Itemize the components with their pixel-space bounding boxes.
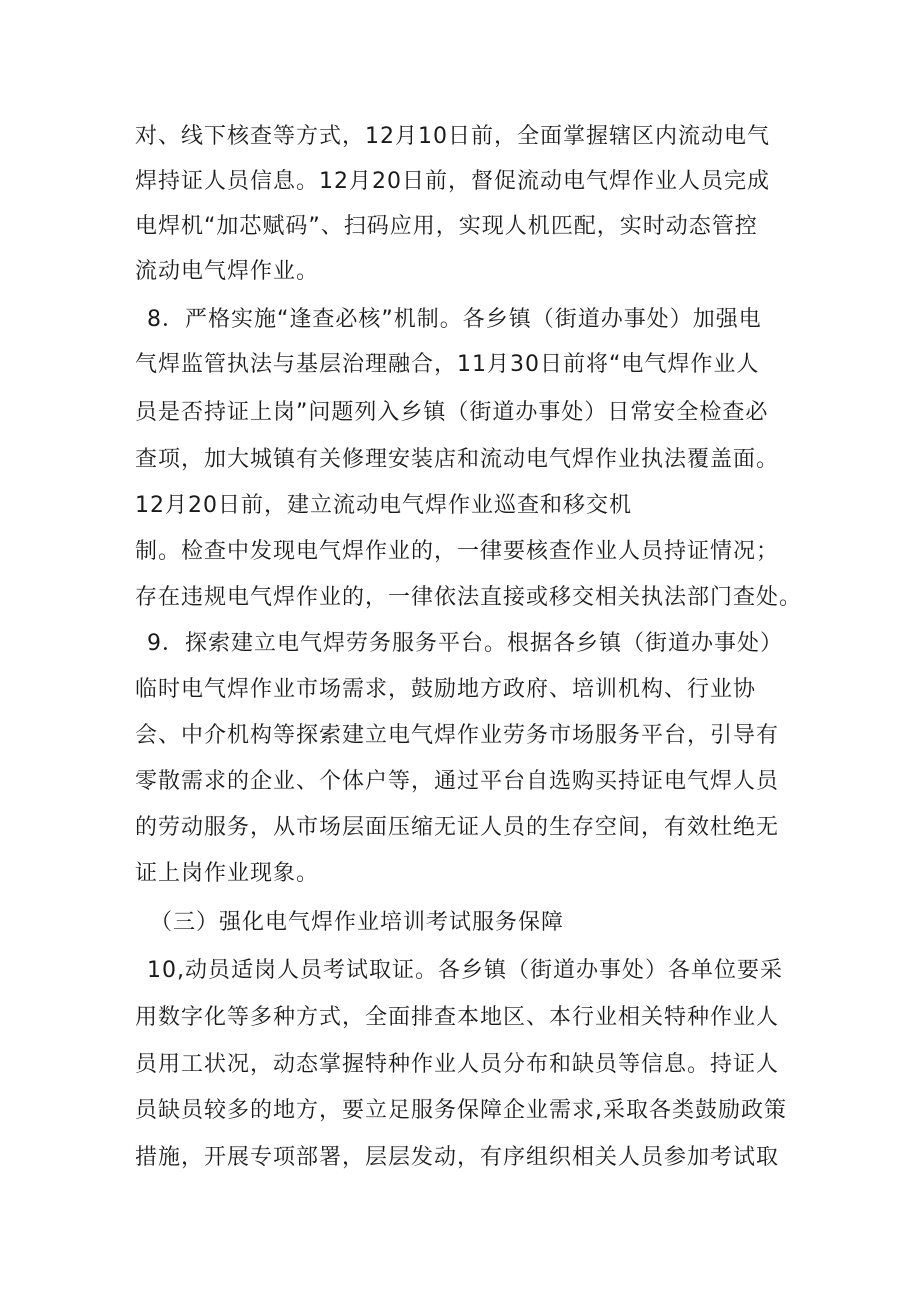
text-line-14: 会、中介机构等探索建立电气焊作业劳务市场服务平台，引导有 (135, 723, 780, 748)
text-line-23: 措施，开展专项部署，层层发动，有序组织相关人员参加考试取 (135, 1145, 780, 1170)
text-line-11: 存在违规电气焊作业的，一律依法直接或移交相关执法部门查处。 (135, 585, 803, 610)
text-line-17: 证上岗作业现象。 (135, 861, 320, 886)
text-line-20: 用数字化等多种方式，全面排查本地区、本行业相关特种作业人 (135, 1005, 780, 1030)
text-line-16: 的劳动服务，从市场层面压缩无证人员的生存空间，有效杜绝无 (135, 815, 780, 840)
text-line-19: 10,动员适岗人员考试取证。各乡镇（街道办事处）各单位要采 (147, 958, 783, 983)
text-line-8: 查项，加大城镇有关修理安装店和流动电气焊作业执法覆盖面。 (135, 447, 780, 472)
text-line-1: 对、线下核查等方式，12月10日前，全面掌握辖区内流动电气 (135, 124, 770, 149)
text-line-2: 焊持证人员信息。12月20日前，督促流动电气焊作业人员完成 (135, 169, 770, 194)
text-line-7: 员是否持证上岗”问题列入乡镇（街道办事处）日常安全检查必 (135, 400, 769, 425)
text-line-10: 制。检查中发现电气焊作业的，一律要核查作业人员持证情况； (135, 539, 780, 564)
text-line-12: 9．探索建立电气焊劳务服务平台。根据各乡镇（街道办事处） (147, 631, 783, 656)
text-line-6: 气焊监管执法与基层治理融合，11月30日前将“电气焊作业人 (135, 352, 760, 377)
text-line-4: 流动电气焊作业。 (135, 259, 320, 284)
text-line-13: 临时电气焊作业市场需求，鼓励地方政府、培训机构、行业协 (135, 677, 757, 702)
text-line-15: 零散需求的企业、个体户等，通过平台自选购买持证电气焊人员 (135, 769, 780, 794)
text-line-9: 12月20日前，建立流动电气焊作业巡查和移交机 (135, 493, 632, 518)
text-line-22: 员缺员较多的地方，要立足服务保障企业需求,采取各类鼓励政策 (135, 1098, 787, 1123)
text-line-3: 电焊机“加芯赋码”、扫码应用，实现人机匹配，实时动态管控 (135, 214, 758, 239)
section-heading: （三）强化电气焊作业培训考试服务保障 (150, 910, 565, 935)
text-line-21: 员用工状况，动态掌握特种作业人员分布和缺员等信息。持证人 (135, 1052, 780, 1077)
text-line-5: 8．严格实施“逢查必核”机制。各乡镇（街道办事处）加强电 (147, 307, 762, 332)
